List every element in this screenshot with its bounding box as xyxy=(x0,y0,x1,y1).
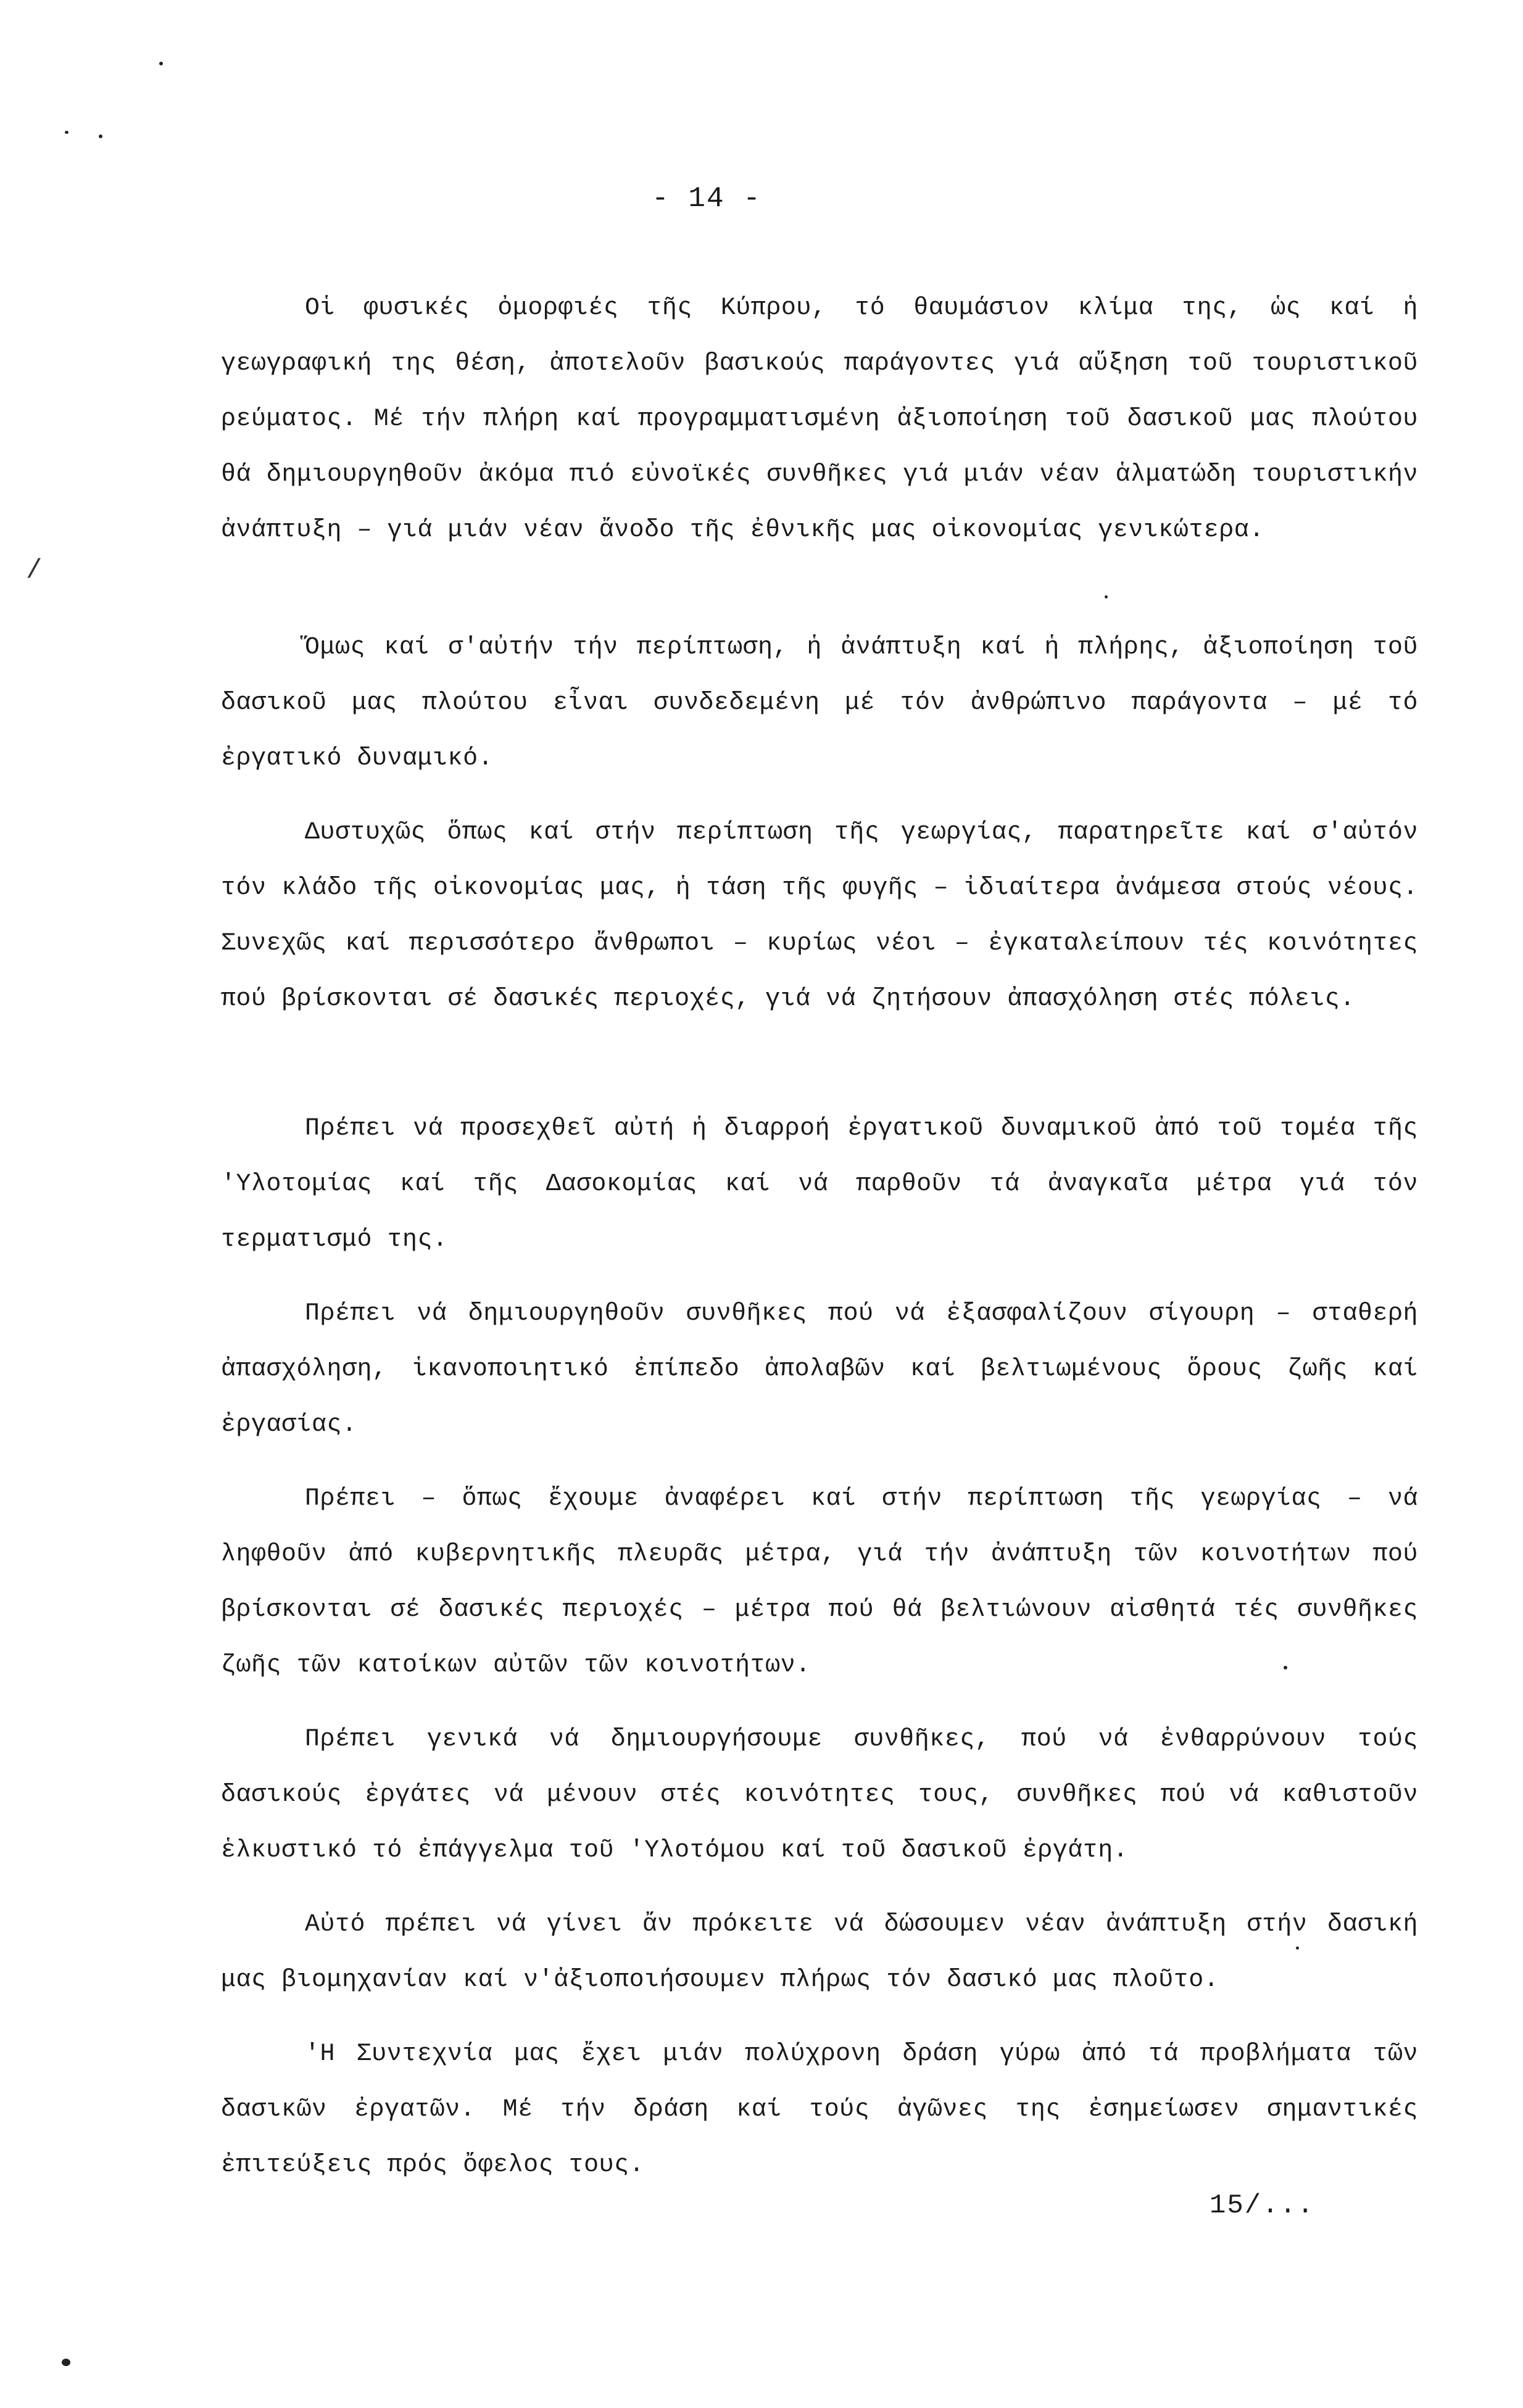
next-page-marker: 15/... xyxy=(1210,2190,1315,2221)
scan-speck xyxy=(1296,1947,1299,1950)
paragraph-7: Πρέπει γενικά νά δημιουργήσουμε συνθῆκες, πού νά ἐνθαρρύνουν τούς δασικούς ἐργάτες νά μένουν στές κοινότητες τους, συνθῆκες πού νά καθιστοῦν ἑλκυστικό τό ἐπάγγελμα τοῦ 'Υλοτόμου καί τοῦ δασικοῦ ἐργάτη. xyxy=(221,1726,1418,1864)
paragraph-6: Πρέπει – ὅπως ἔχουμε ἀναφέρει καί στήν περίπτωση τῆς γεωργίας – νά ληφθοῦν ἀπό κυβερνητικῆς πλευρᾶς μέτρα, γιά τήν ἀνάπτυξη τῶν κοινοτήτων πού βρίσκονται σέ δασικές περιοχές – μέτρα πού θά βελτιώνουν αἰσθητά τές συνθῆκες ζωῆς τῶν κατοίκων αὐτῶν τῶν κοινοτήτων. xyxy=(221,1485,1418,1679)
scan-speck xyxy=(1284,1666,1287,1669)
page-number: - 14 - xyxy=(652,183,762,215)
paragraph-9: 'Η Συντεχνία μας ἔχει μιάν πολύχρονη δράση γύρω ἀπό τά προβλήματα τῶν δασικῶν ἐργατῶν. Μέ τήν δράση καί τούς ἀγῶνες της ἐσημείωσεν σημαντικές ἐπιτεύξεις πρός ὄφελος τους. xyxy=(221,2040,1418,2179)
paragraph-3: Δυστυχῶς ὅπως καί στήν περίπτωση τῆς γεωργίας, παρατηρεῖτε καί σ'αὐτόν τόν κλάδο τῆς οἰκονομίας μας, ἡ τάση τῆς φυγῆς – ἰδιαίτερα ἀνάμεσα στούς νέους. Συνεχῶς καί περισσότερο ἄνθρωποι – κυρίως νέοι – ἐγκαταλείπουν τές κοινότητες πού βρίσκονται σέ δασικές περιοχές, γιά νά ζητήσουν ἀπασχόληση στές πόλεις. xyxy=(221,819,1418,1013)
paragraph-8: Αὐτό πρέπει νά γίνει ἄν πρόκειτε νά δώσουμεν νέαν ἀνάπτυξη στήν δασική μας βιομηχανίαν καί ν'ἀξιοποιήσουμεν πλήρως τόν δασικό μας πλοῦτο. xyxy=(221,1911,1418,1994)
paragraph-1: Οἱ φυσικές ὀμορφιές τῆς Κύπρου, τό θαυμάσιον κλίμα της, ὡς καί ἡ γεωγραφική της θέση, ἀποτελοῦν βασικούς παράγοντες γιά αὔξηση τοῦ τουριστικοῦ ρεύματος. Μέ τήν πλήρη καί προγραμματισμένη ἀξιοποίηση τοῦ δασικοῦ μας πλούτου θά δημιουργηθοῦν ἀκόμα πιό εὐνοϊκές συνθῆκες γιά μιάν νέαν ἁλματώδη τουριστικήν ἀνάπτυξη – γιά μιάν νέαν ἄνοδο τῆς ἐθνικῆς μας οἰκονομίας γενικώτερα. xyxy=(221,294,1418,544)
margin-mark: / xyxy=(26,555,43,586)
paragraph-5: Πρέπει νά δημιουργηθοῦν συνθῆκες πού νά ἐξασφαλίζουν σίγουρη – σταθερή ἀπασχόληση, ἱκανοποιητικό ἐπίπεδο ἀπολαβῶν καί βελτιωμένους ὅρους ζωῆς καί ἐργασίας. xyxy=(221,1300,1418,1439)
scan-speck xyxy=(99,134,102,138)
scan-speck xyxy=(1105,595,1108,598)
scan-speck xyxy=(62,2359,70,2366)
scan-speck xyxy=(159,62,163,65)
paragraph-4: Πρέπει νά προσεχθεῖ αὐτή ἡ διαρροή ἐργατικοῦ δυναμικοῦ ἀπό τοῦ τομέα τῆς 'Υλοτομίας καί τῆς Δασοκομίας καί νά παρθοῦν τά ἀναγκαῖα μέτρα γιά τόν τερματισμό της. xyxy=(221,1115,1418,1254)
scan-speck xyxy=(65,131,68,134)
paragraph-2: Ὅμως καί σ'αὐτήν τήν περίπτωση, ἡ ἀνάπτυξη καί ἡ πλήρης, ἀξιοποίηση τοῦ δασικοῦ μας πλούτου εἶναι συνδεδεμένη μέ τόν ἀνθρώπινο παράγοντα – μέ τό ἐργατικό δυναμικό. xyxy=(221,634,1418,772)
